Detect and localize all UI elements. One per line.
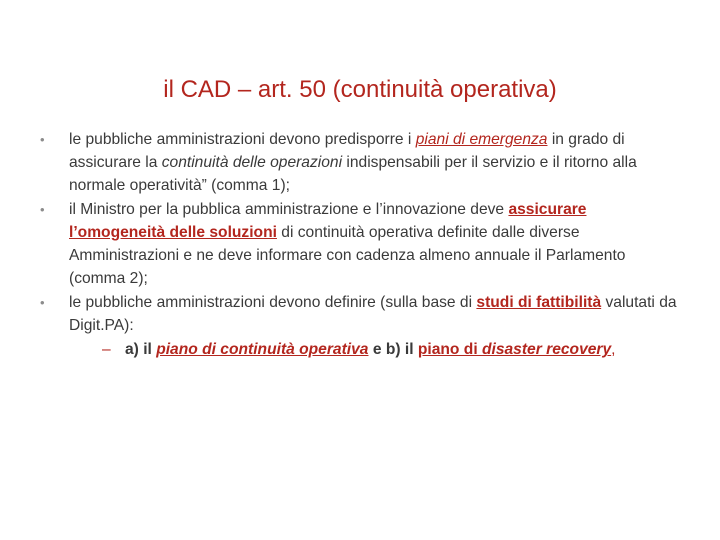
bullet-text: il Ministro per la pubblica amministrazione e l’innovazione deve: [69, 201, 509, 218]
highlight-studi-di-fattibilita: studi di fattibilità: [476, 294, 602, 311]
highlight-piano-continuita: piano di continuità operativa: [156, 341, 369, 358]
slide-body: [34, 128, 686, 361]
bullet-text: valutati da Digit.PA):: [69, 294, 677, 334]
emphasis-continuita-operazioni: continuità delle operazioni: [161, 154, 343, 171]
sub-bullet-text: e b) il: [368, 341, 418, 358]
highlight-disaster-recovery: disaster recovery: [481, 341, 612, 358]
bullet-dot-icon: •: [40, 295, 45, 310]
highlight-piano-di: piano di: [417, 341, 482, 358]
sub-bullet-comma: ,: [611, 341, 616, 358]
bullet-dot-icon: •: [40, 202, 45, 217]
bullet-text: in grado di assicurare la: [69, 131, 625, 171]
bullet-item-2: [34, 198, 686, 290]
highlight-assicurare-omogeneita: assicurare l’omogeneità delle soluzioni: [69, 201, 587, 241]
sub-bullet-text: a) il: [125, 341, 157, 358]
highlight-piani-di-emergenza: piani di emergenza: [415, 131, 548, 148]
sub-bullet-item: [34, 338, 686, 361]
bullet-text: le pubbliche amministrazioni devono definire (sulla base di: [69, 294, 477, 311]
bullet-item-1: [34, 128, 686, 197]
bullet-text: di continuità operativa definite dalle diverse Amministrazioni e ne deve informare con cadenza almeno annuale il Parlamento (comma 2);: [69, 224, 626, 287]
bullet-dot-icon: •: [40, 132, 45, 147]
bullet-text: le pubbliche amministrazioni devono predisporre i: [69, 131, 416, 148]
bullet-text: indispensabili per il servizio e il ritorno alla normale operatività” (comma 1);: [69, 154, 637, 194]
dash-marker-icon: –: [102, 341, 111, 358]
slide-title: il CAD – art. 50 (continuità operativa): [163, 76, 557, 103]
bullet-item-3: [34, 291, 686, 337]
